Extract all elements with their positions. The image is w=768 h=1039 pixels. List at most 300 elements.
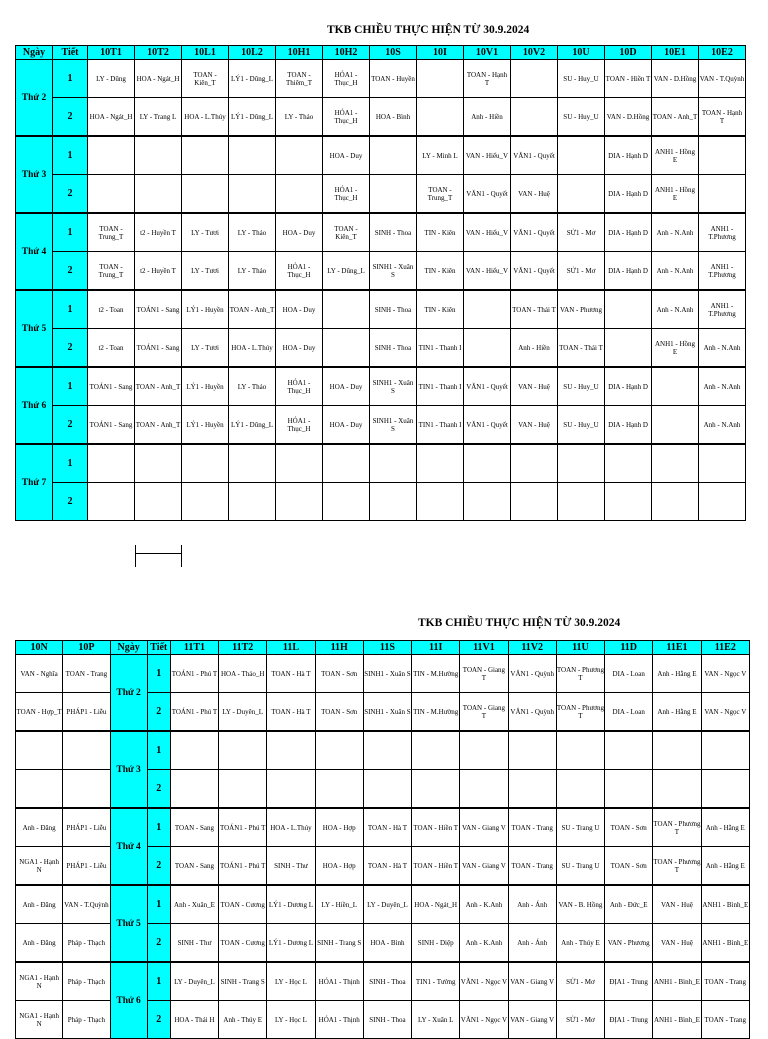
lesson-cell: VAN - Nghĩa [16,655,63,693]
lesson-cell: LÝ1 - Dũng_L [229,406,276,445]
lesson-cell: TOAN - Hiền T [412,808,460,847]
lesson-cell: HOA - Bình [363,924,411,963]
column-header: 11T1 [170,641,218,655]
lesson-cell [315,770,363,809]
schedule-row [16,808,750,847]
lesson-cell [508,731,556,770]
lesson-cell [229,136,276,175]
lesson-cell: PHÁP1 - Liễu [63,693,110,732]
lesson-cell: TOAN - Sơn [315,655,363,693]
lesson-cell [88,175,135,214]
lesson-cell: VĂN1 - Quyết [464,406,511,445]
lesson-cell: VAN - T.Quỳnh [699,60,746,98]
lesson-cell: SINH - Thư [170,924,218,963]
lesson-cell: TIN1 - Thanh I [417,406,464,445]
lesson-cell: TOAN - Anh_T [652,98,699,137]
lesson-cell [16,731,63,770]
lesson-cell: ANH1 - Bình_E [653,962,701,1001]
lesson-cell: TOAN - Trang [508,808,556,847]
lesson-cell: LY - Học L [267,1001,315,1039]
lesson-cell: Anh - Thúy E [556,924,604,963]
lesson-cell: TOAN - Trang [63,655,110,693]
lesson-cell: DIA - Hạnh D [605,175,652,214]
lesson-cell: TOAN - Sang [170,808,218,847]
lesson-cell: TOAN - Trang [701,1001,749,1039]
lesson-cell: DIA - Loan [605,655,653,693]
lesson-cell: TOAN - Thái T [558,329,605,368]
lesson-cell: SỬ1 - Mơ [558,213,605,252]
period-number: 2 [53,406,88,445]
lesson-cell [135,444,182,483]
lesson-cell: TOAN - Sang [170,847,218,886]
lesson-cell [315,731,363,770]
lesson-cell [323,290,370,329]
lesson-cell [699,444,746,483]
lesson-cell: TOÁN1 - Sang [88,367,135,406]
lesson-cell: LY - Thảo [229,367,276,406]
lesson-cell [135,175,182,214]
header-row [16,46,746,60]
lesson-cell: HÓA1 - Thịnh [315,962,363,1001]
column-header: 11L [267,641,315,655]
lesson-cell: SỬ1 - Mơ [556,962,604,1001]
lesson-cell [170,731,218,770]
lesson-cell [182,483,229,521]
lesson-cell: DIA - Loan [605,693,653,732]
column-header: Tiết [53,46,88,60]
period-number: 1 [53,367,88,406]
lesson-cell: Pháp - Thạch [63,924,110,963]
lesson-cell [363,731,411,770]
lesson-cell [135,483,182,521]
lesson-cell [556,731,604,770]
lesson-cell: TOAN - Thiêm_T [276,60,323,98]
lesson-cell: t2 - Huyền T [135,252,182,291]
lesson-cell: DIA - Hạnh D [605,406,652,445]
period-number: 1 [53,136,88,175]
lesson-cell: VĂN1 - Quyết [511,136,558,175]
stray-line-mark [135,553,181,554]
lesson-cell: HOA - Thảo_H [219,655,267,693]
lesson-cell: TOÁN1 - Sang [135,329,182,368]
schedule-row [16,329,746,368]
lesson-cell [464,290,511,329]
lesson-cell: SU - Huy_U [558,60,605,98]
lesson-cell: SỬ1 - Mơ [556,1001,604,1039]
lesson-cell [508,770,556,809]
lesson-cell: ANH1 - Hồng E [652,329,699,368]
schedule-row [16,290,746,329]
lesson-cell: TOAN - Sơn [605,808,653,847]
lesson-cell [464,444,511,483]
lesson-cell: Anh - Hằng E [653,693,701,732]
lesson-cell: Anh - K.Anh [460,885,508,924]
lesson-cell: SINH - Thoa [363,1001,411,1039]
period-number: 1 [53,213,88,252]
schedule-title-1: TKB CHIỀU THỰC HIỆN TỪ 30.9.2024 [327,24,530,36]
lesson-cell: TIN - M.Hường [412,655,460,693]
lesson-cell: VĂN1 - Quỳnh [508,693,556,732]
column-header: 10L1 [182,46,229,60]
lesson-cell [605,444,652,483]
lesson-cell: Anh - Đăng [16,808,63,847]
lesson-cell: HOA - L.Thúy [182,98,229,137]
lesson-cell: ANH1 - Bình_E [653,1001,701,1039]
lesson-cell: Pháp - Thạch [63,962,110,1001]
column-header: 10S [370,46,417,60]
lesson-cell: TIN - Kiên [417,213,464,252]
lesson-cell: DIA - Hạnh D [605,367,652,406]
lesson-cell: Anh - Hiền [511,329,558,368]
lesson-cell: NGA1 - Hạnh N [16,1001,63,1039]
lesson-cell: TOÁN1 - Phú T [170,693,218,732]
lesson-cell [370,175,417,214]
lesson-cell [417,444,464,483]
lesson-cell [511,60,558,98]
lesson-cell [276,444,323,483]
lesson-cell: Anh - Thúy E [219,1001,267,1039]
lesson-cell: t2 - Toan [88,329,135,368]
lesson-cell: HOA - L.Thúy [229,329,276,368]
lesson-cell: HOA - Duy [323,367,370,406]
lesson-cell [170,770,218,809]
lesson-cell: LY - Tươi [182,213,229,252]
day-label: Thứ 7 [16,444,53,521]
column-header: 11V2 [508,641,556,655]
schedule-row [16,213,746,252]
lesson-cell [276,483,323,521]
lesson-cell [370,136,417,175]
column-header: 11E1 [653,641,701,655]
column-header: 10V2 [511,46,558,60]
lesson-cell [605,290,652,329]
lesson-cell: LÝ1 - Huyền [182,406,229,445]
lesson-cell: VAN - B. Hồng [556,885,604,924]
column-header: 11V1 [460,641,508,655]
lesson-cell: LY - Thảo [229,252,276,291]
period-number: 1 [147,655,170,693]
column-header: 10P [63,641,110,655]
lesson-cell: TOAN - Giang T [460,655,508,693]
lesson-cell: SINH1 - Xuân S [370,252,417,291]
lesson-cell: t2 - Toan [88,290,135,329]
day-label: Thứ 2 [110,655,147,732]
lesson-cell: LY - Duyên_L [219,693,267,732]
lesson-cell: TOAN - Huyền [370,60,417,98]
day-label: Thứ 6 [110,962,147,1039]
lesson-cell: HOA - Duy [276,213,323,252]
schedule-row [16,252,746,291]
period-number: 2 [147,693,170,732]
lesson-cell [417,483,464,521]
lesson-cell [323,483,370,521]
lesson-cell: DIA - Hạnh D [605,252,652,291]
lesson-cell: LÝ1 - Dương L [267,885,315,924]
lesson-cell: LY - Dũng [88,60,135,98]
lesson-cell: TOAN - Sơn [605,847,653,886]
lesson-cell: VAN - Ngọc V [701,693,749,732]
lesson-cell: TOÁN1 - Sang [135,290,182,329]
lesson-cell [63,731,110,770]
schedule-row [16,731,750,770]
lesson-cell: TIN1 - Thanh I [417,367,464,406]
day-label: Thứ 2 [16,60,53,137]
lesson-cell [267,731,315,770]
column-header: 10E1 [652,46,699,60]
lesson-cell: Anh - Ánh [508,885,556,924]
lesson-cell: TIN1 - Thanh I [417,329,464,368]
schedule-row [16,444,746,483]
lesson-cell [652,444,699,483]
lesson-cell [370,483,417,521]
lesson-cell: TIN1 - Tường [412,962,460,1001]
lesson-cell: HOA - Thái H [170,1001,218,1039]
lesson-cell: ANH1 - Hồng E [652,175,699,214]
lesson-cell: HOA - Hợp [315,847,363,886]
period-number: 2 [53,98,88,137]
lesson-cell [219,770,267,809]
lesson-cell [417,60,464,98]
lesson-cell [417,98,464,137]
day-label: Thứ 3 [110,731,147,808]
lesson-cell: SỬ1 - Mơ [558,252,605,291]
lesson-cell: Pháp - Thạch [63,1001,110,1039]
lesson-cell: TOAN - Cương [219,924,267,963]
lesson-cell: HÓA1 - Thục_H [276,252,323,291]
lesson-cell [460,731,508,770]
lesson-cell: VAN - Huệ [511,175,558,214]
lesson-cell: TOAN - Thái T [511,290,558,329]
column-header: 10U [558,46,605,60]
column-header: 11H [315,641,363,655]
lesson-cell [558,175,605,214]
lesson-cell [229,175,276,214]
lesson-cell [511,444,558,483]
lesson-cell: SINH - Thoa [370,329,417,368]
lesson-cell [701,770,749,809]
lesson-cell: VAN - D.Hồng [652,60,699,98]
lesson-cell: Anh - K.Anh [460,924,508,963]
lesson-cell: LÝ1 - Huyền [182,290,229,329]
lesson-cell: ANH1 - Hồng E [652,136,699,175]
period-number: 1 [147,808,170,847]
schedule-row [16,175,746,214]
lesson-cell [511,483,558,521]
column-header: 10L2 [229,46,276,60]
column-header: 10T2 [135,46,182,60]
period-number: 2 [53,329,88,368]
lesson-cell [464,329,511,368]
lesson-cell: HOA - L.Thúy [267,808,315,847]
lesson-cell: SINH - Thoa [370,213,417,252]
period-number: 1 [147,962,170,1001]
lesson-cell [229,444,276,483]
lesson-cell: HOA - Duy [276,290,323,329]
lesson-cell: HÓA1 - Thục_H [323,175,370,214]
lesson-cell: SINH1 - Xuân S [370,406,417,445]
lesson-cell: HOA - Ngát_H [88,98,135,137]
column-header: 11U [556,641,604,655]
lesson-cell [556,770,604,809]
lesson-cell: TOAN - Hạnh T [464,60,511,98]
lesson-cell: VAN - Huệ [653,924,701,963]
lesson-cell: NGA1 - Hạnh N [16,847,63,886]
lesson-cell: VAN - Huệ [511,367,558,406]
period-number: 2 [147,1001,170,1039]
lesson-cell: VAN - Huệ [511,406,558,445]
lesson-cell: VAN - Huệ [653,885,701,924]
lesson-cell: SINH - Trang S [315,924,363,963]
lesson-cell: TIN - M.Hường [412,693,460,732]
lesson-cell: LÝ1 - Dũng_L [229,60,276,98]
lesson-cell: VAN - Hiếu_V [464,136,511,175]
lesson-cell: TOAN - Kiên_T [182,60,229,98]
lesson-cell: HÓA1 - Thịnh [315,1001,363,1039]
lesson-cell: SINH - Thoa [363,962,411,1001]
lesson-cell: VAN - Hiếu_V [464,213,511,252]
lesson-cell: LY - Dũng_L [323,252,370,291]
lesson-cell: HÓA1 - Thục_H [276,367,323,406]
lesson-cell: LY - Duyên_L [363,885,411,924]
lesson-cell: ANH1 - T.Phương [699,252,746,291]
schedule-table-grade-11 [15,640,750,1039]
lesson-cell [182,175,229,214]
lesson-cell: Anh - Đức_E [605,885,653,924]
lesson-cell: LY - Minh L [417,136,464,175]
lesson-cell: Anh - N.Anh [699,406,746,445]
lesson-cell: SINH1 - Xuân S [370,367,417,406]
lesson-cell: HOA - Duy [323,136,370,175]
schedule-row [16,136,746,175]
lesson-cell: Anh - Đăng [16,885,63,924]
lesson-cell [460,770,508,809]
lesson-cell: TOAN - Anh_T [135,367,182,406]
lesson-cell: LY - Tươi [182,252,229,291]
lesson-cell [653,770,701,809]
lesson-cell: HOA - Ngát_H [135,60,182,98]
schedule-title-2: TKB CHIỀU THỰC HIỆN TỪ 30.9.2024 [418,617,621,629]
lesson-cell [605,483,652,521]
header-row [16,641,750,655]
lesson-cell: VAN - Giang V [460,847,508,886]
lesson-cell: LY - Duyên_L [170,962,218,1001]
lesson-cell [323,329,370,368]
column-header: 11D [605,641,653,655]
lesson-cell [558,483,605,521]
lesson-cell [652,483,699,521]
lesson-cell: PHÁP1 - Liễu [63,847,110,886]
lesson-cell [464,483,511,521]
lesson-cell: VAN - Giang V [508,1001,556,1039]
lesson-cell: VĂN1 - Quyết [464,175,511,214]
lesson-cell: LÝ1 - Dũng_L [229,98,276,137]
lesson-cell [370,444,417,483]
lesson-cell [88,483,135,521]
schedule-row [16,885,750,924]
lesson-cell [182,136,229,175]
lesson-cell: TOAN - Anh_T [135,406,182,445]
column-header: 11I [412,641,460,655]
lesson-cell: DIA - Hạnh D [605,213,652,252]
lesson-cell: VAN - Hiếu_V [464,252,511,291]
period-number: 1 [147,731,170,770]
lesson-cell: VĂN1 - Ngọc V [460,962,508,1001]
schedule-row [16,406,746,445]
schedule-row [16,655,750,693]
lesson-cell: SU - Huy_U [558,98,605,137]
lesson-cell: LY - Xuân L [412,1001,460,1039]
lesson-cell: t2 - Huyền T [135,213,182,252]
lesson-cell: Anh - Hiền [464,98,511,137]
lesson-cell: SINH1 - Xuân S [363,655,411,693]
lesson-cell [323,444,370,483]
day-label: Thứ 5 [110,885,147,962]
column-header: 10D [605,46,652,60]
lesson-cell: SINH1 - Xuân S [363,693,411,732]
lesson-cell [182,444,229,483]
lesson-cell: PHÁP1 - Liễu [63,808,110,847]
lesson-cell: SINH - Thư [267,847,315,886]
lesson-cell: TOAN - Kiên_T [323,213,370,252]
column-header: Ngày [110,641,147,655]
lesson-cell: SINH - Thoa [370,290,417,329]
lesson-cell: VĂN1 - Quyết [464,367,511,406]
lesson-cell: VAN - Phương [605,924,653,963]
lesson-cell: TIN - Kiên [417,290,464,329]
lesson-cell [88,136,135,175]
lesson-cell: ANH1 - T.Phương [699,213,746,252]
day-label: Thứ 3 [16,136,53,213]
lesson-cell: HÓA1 - Thục_H [323,98,370,137]
lesson-cell [699,136,746,175]
lesson-cell: SU - Huy_U [558,406,605,445]
lesson-cell: LY - Thảo [276,98,323,137]
lesson-cell: LY - Học L [267,962,315,1001]
day-label: Thứ 4 [110,808,147,885]
lesson-cell: TOAN - Hợp_T [16,693,63,732]
lesson-cell [229,483,276,521]
lesson-cell: TOAN - Trung_T [88,213,135,252]
lesson-cell: Anh - N.Anh [699,367,746,406]
lesson-cell: ANH1 - Bình_E [701,885,749,924]
lesson-cell: TOAN - Phương T [653,808,701,847]
lesson-cell: Anh - Hằng E [701,847,749,886]
lesson-cell [699,175,746,214]
lesson-cell: TOAN - Anh_T [229,290,276,329]
column-header: 11S [363,641,411,655]
lesson-cell: TOAN - Hà T [267,693,315,732]
lesson-cell [605,329,652,368]
schedule-row [16,98,746,137]
period-number: 2 [53,252,88,291]
lesson-cell [652,367,699,406]
lesson-cell: TOAN - Cương [219,885,267,924]
lesson-cell: LY - Hiền_L [315,885,363,924]
lesson-cell [63,770,110,809]
lesson-cell: Anh - Hằng E [701,808,749,847]
lesson-cell: HÓA1 - Thục_H [323,60,370,98]
lesson-cell: Anh - Xuân_E [170,885,218,924]
lesson-cell: TOÁN1 - Phú T [170,655,218,693]
lesson-cell: SU - Trang U [556,808,604,847]
lesson-cell: LY - Tươi [182,329,229,368]
day-label: Thứ 5 [16,290,53,367]
lesson-cell: LY - Thảo [229,213,276,252]
lesson-cell: TOAN - Hạnh T [699,98,746,137]
column-header: 10N [16,641,63,655]
lesson-cell: VAN - Phương [558,290,605,329]
period-number: 2 [147,847,170,886]
